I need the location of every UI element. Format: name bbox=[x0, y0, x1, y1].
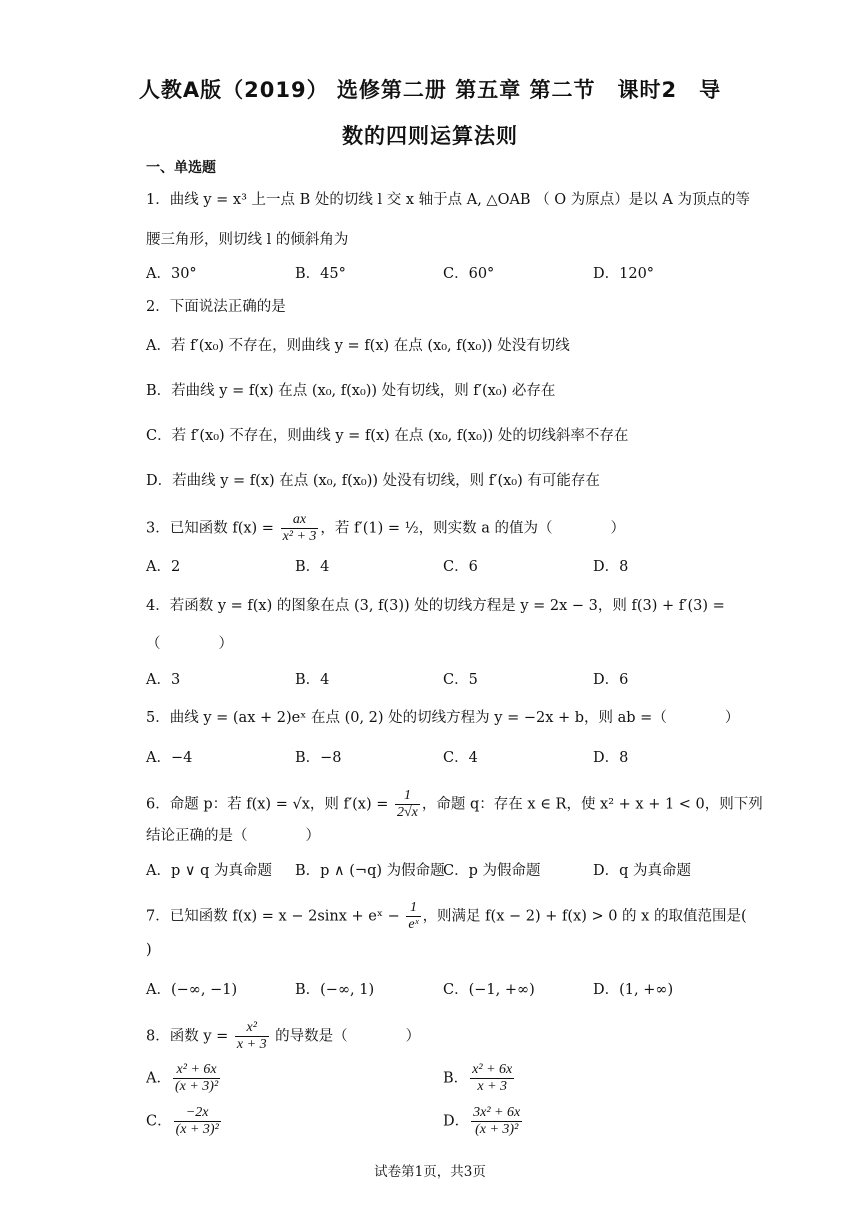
q7-line-2: ) bbox=[146, 942, 152, 958]
q8-option-b-num: x² + 6x bbox=[472, 1062, 513, 1077]
q3-fraction bbox=[281, 512, 319, 545]
q4-option-a: A．3 bbox=[146, 672, 181, 688]
q8-option-a-label: A． bbox=[146, 1070, 171, 1087]
q6-fraction bbox=[395, 788, 420, 821]
q8-option-c-fraction bbox=[174, 1105, 221, 1138]
q7-frac-den: eˣ bbox=[408, 917, 419, 932]
q8-option-c-den: (x + 3)² bbox=[175, 1122, 219, 1137]
q8-option-a bbox=[146, 1062, 222, 1095]
q6-option-d: D．q 为真命题 bbox=[593, 863, 692, 879]
q8-option-d bbox=[443, 1105, 524, 1138]
q3-frac-den: x² + 3 bbox=[282, 529, 317, 544]
q6-line-2: 结论正确的是（ ） bbox=[146, 828, 320, 844]
q7-option-a: A．(−∞, −1) bbox=[146, 982, 238, 998]
q2-option-d: D．若曲线 y = f(x) 在点 (x₀, f(x₀)) 处没有切线，则 f′(x₀) 有可能存在 bbox=[146, 473, 600, 489]
q8-fraction bbox=[235, 1020, 269, 1053]
q8-option-c-label: C． bbox=[146, 1113, 172, 1130]
q3-prefix: 3．已知函数 f(x) = bbox=[146, 520, 279, 537]
q3-frac-num: ax bbox=[281, 512, 319, 529]
q7-suffix: ，则满足 f(x − 2) + f(x) > 0 的 x 的取值范围是( bbox=[422, 908, 747, 925]
q4-option-d: D．6 bbox=[593, 672, 629, 688]
q3-option-c: C．6 bbox=[443, 559, 478, 575]
q2-option-b: B．若曲线 y = f(x) 在点 (x₀, f(x₀)) 处有切线，则 f′(x₀) 必存在 bbox=[146, 383, 556, 399]
title-line-1: 人教A版（2019） 选修第二册 第五章 第二节 课时2 导 bbox=[138, 78, 722, 102]
q5-option-a: A．−4 bbox=[146, 750, 193, 766]
q7-frac-num: 1 bbox=[406, 900, 420, 917]
q4-line-2: （ ） bbox=[146, 636, 233, 652]
q3-suffix: ，若 f′(1) = ½，则实数 a 的值为（ ） bbox=[320, 520, 626, 537]
q1-option-b: B．45° bbox=[295, 266, 346, 282]
q8-frac-num: x² bbox=[235, 1020, 269, 1037]
section-heading: 一、单选题 bbox=[146, 160, 216, 176]
q1-option-c: C．60° bbox=[443, 266, 495, 282]
q5-stem: 5．曲线 y = (ax + 2)eˣ 在点 (0, 2) 处的切线方程为 y = −2x + b，则 ab =（ ） bbox=[146, 710, 740, 726]
q1-option-d: D．120° bbox=[593, 266, 655, 282]
q3-option-a: A．2 bbox=[146, 559, 181, 575]
q7-line-1 bbox=[146, 900, 747, 933]
q6-option-c: C．p 为假命题 bbox=[443, 863, 541, 879]
q4-line-1: 4．若函数 y = f(x) 的图象在点 (3, f(3)) 处的切线方程是 y = 2x − 3，则 f(3) + f′(3) = bbox=[146, 598, 725, 614]
q7-option-c: C．(−1, +∞) bbox=[443, 982, 535, 998]
q3-option-d: D．8 bbox=[593, 559, 629, 575]
q8-option-a-den: (x + 3)² bbox=[174, 1079, 219, 1094]
q1-line-2: 腰三角形，则切线 l 的倾斜角为 bbox=[146, 232, 349, 248]
q8-option-c-num: −2x bbox=[174, 1105, 221, 1122]
q6-frac-den: 2√x bbox=[397, 805, 418, 820]
q6-option-b: B．p ∧ (¬q) 为假命题 bbox=[295, 863, 445, 879]
q2-stem: 2．下面说法正确的是 bbox=[146, 299, 286, 315]
q5-option-c: C．4 bbox=[443, 750, 478, 766]
q4-option-b: B．4 bbox=[295, 672, 330, 688]
q8-option-b bbox=[443, 1062, 516, 1095]
q8-option-a-num: x² + 6x bbox=[173, 1062, 220, 1079]
q8-option-b-den: x + 3 bbox=[477, 1079, 508, 1094]
q6-prefix: 6．命题 p：若 f(x) = √x，则 f′(x) = bbox=[146, 796, 393, 813]
q8-option-d-label: D． bbox=[443, 1113, 470, 1130]
q8-option-d-num: 3x² + 6x bbox=[473, 1105, 521, 1120]
q3-stem bbox=[146, 512, 625, 545]
q8-option-b-label: B． bbox=[443, 1070, 469, 1087]
q2-option-a: A．若 f′(x₀) 不存在，则曲线 y = f(x) 在点 (x₀, f(x₀)) 处没有切线 bbox=[146, 338, 570, 354]
q7-option-d: D．(1, +∞) bbox=[593, 982, 674, 998]
q4-option-c: C．5 bbox=[443, 672, 478, 688]
q2-option-c: C．若 f′(x₀) 不存在，则曲线 y = f(x) 在点 (x₀, f(x₀)) 处的切线斜率不存在 bbox=[146, 428, 629, 444]
q8-stem bbox=[146, 1020, 420, 1053]
q6-suffix: ，命题 q：存在 x ∈ R，使 x² + x + 1 < 0，则下列 bbox=[421, 796, 763, 813]
q8-option-a-fraction bbox=[173, 1062, 220, 1095]
q8-frac-den: x + 3 bbox=[236, 1037, 267, 1052]
q6-option-a: A．p ∨ q 为真命题 bbox=[146, 863, 272, 879]
q6-frac-num: 1 bbox=[395, 788, 420, 805]
q1-option-a: A．30° bbox=[146, 266, 197, 282]
title-line-2: 数的四则运算法则 bbox=[342, 124, 518, 148]
q1-line-1: 1．曲线 y = x³ 上一点 B 处的切线 l 交 x 轴于点 A, △OAB （ O 为原点）是以 A 为顶点的等 bbox=[146, 192, 750, 208]
q8-option-c bbox=[146, 1105, 223, 1138]
q3-option-b: B．4 bbox=[295, 559, 330, 575]
q8-option-b-fraction bbox=[470, 1062, 514, 1095]
q8-option-d-fraction bbox=[471, 1105, 522, 1138]
q8-prefix: 8．函数 y = bbox=[146, 1028, 233, 1045]
page-footer: 试卷第1页，共3页 bbox=[374, 1164, 486, 1180]
q7-option-b: B．(−∞, 1) bbox=[295, 982, 375, 998]
q8-option-d-den: (x + 3)² bbox=[475, 1122, 519, 1137]
q7-fraction bbox=[406, 900, 420, 933]
q8-suffix: 的导数是（ ） bbox=[270, 1028, 421, 1045]
q5-option-d: D．8 bbox=[593, 750, 629, 766]
q7-prefix: 7．已知函数 f(x) = x − 2sinx + eˣ − bbox=[146, 908, 405, 925]
q6-line-1 bbox=[146, 788, 763, 821]
q5-option-b: B．−8 bbox=[295, 750, 342, 766]
